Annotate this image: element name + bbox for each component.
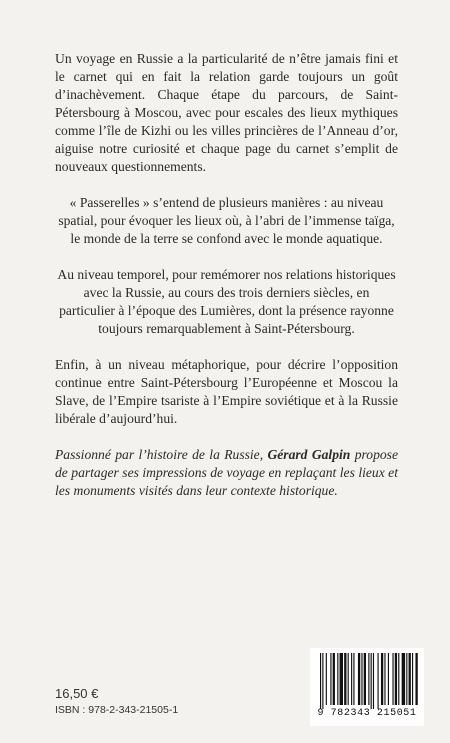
barcode-bar (368, 653, 369, 705)
barcode-bar (395, 653, 397, 705)
paragraph-temporal: Au niveau temporel, pour remémorer nos relations historiques avec la Russie, au cours des trois derniers siècles, en particulier à l’époque des Lumières, dont la présence rayonne toujours remarquablement à Saint-Pétersbourg. (57, 267, 396, 336)
paragraph-intro: Un voyage en Russie a la particularité de n’être jamais fini et le carnet qui en fait la relation garde toujours un goût d’inachèvement. Chaque étape du parcours, de Saint-Pétersbourg à Moscou, avec pour escales des lieux mythiques comme l’île de Kizhi ou les villes princières de l’Anneau d’or, aiguise notre curiosité et chaque page du carnet s’emplit de nouveaux questionnements. (55, 51, 398, 174)
description-text (55, 50, 398, 518)
barcode-bar (388, 653, 389, 705)
author-bio-rest: propose de partager ses impressions de voyage en replaçant les lieux et les monuments visités dans leur contexte historique. (55, 447, 398, 498)
barcode-bar (384, 653, 385, 705)
barcode-bar (361, 653, 362, 705)
price-isbn-block (55, 686, 178, 717)
barcode-bar (371, 653, 372, 709)
barcode-bar (415, 653, 417, 705)
barcode-bar (402, 653, 405, 705)
barcode-bar (378, 653, 379, 709)
isbn: ISBN : 978-2-343-21505-1 (55, 704, 179, 716)
barcode-bar (373, 653, 374, 709)
barcode-bar (326, 653, 327, 705)
barcode-bar (344, 653, 346, 705)
barcode-bar (398, 653, 399, 705)
author-bio-lead: Passionné par l’histoire de la Russie, (55, 447, 268, 462)
barcode-bar (409, 653, 411, 705)
barcode-bar (333, 653, 335, 705)
paragraph-passerelles: « Passerelles » s’entend de plusieurs manières : au niveau spatial, pour évoquer les lieux où, à l’abri de l’immense taïga, le monde de la terre se confond avec le monde aquatique. (58, 195, 395, 246)
barcode-bar (320, 653, 321, 709)
barcode-bar (351, 653, 352, 705)
paragraph-metaphoric: Enfin, à un niveau métaphorique, pour décrire l’opposition continue entre Saint-Pétersbourg l’Européenne et Moscou la Slave, de l’Empire tsariste à l’Empire soviétique et à la Russie libérale d’aujourd’hui. (55, 357, 398, 426)
price: 16,50 € (55, 686, 99, 701)
barcode-bar (353, 653, 354, 705)
barcode-bar (340, 653, 343, 705)
barcode (310, 648, 424, 726)
barcode-bar (364, 653, 366, 705)
barcode-bar (406, 653, 407, 705)
author-name: Gérard Galpin (267, 447, 351, 462)
barcode-digits: 9 782343 215051 (317, 708, 417, 719)
barcode-bar (337, 653, 338, 705)
barcode-bar (358, 653, 360, 705)
barcode-bar (330, 653, 331, 705)
barcode-bar (381, 653, 383, 705)
barcode-bar (392, 653, 393, 705)
barcode-bar (412, 653, 413, 705)
barcode-bar (322, 653, 323, 709)
author-bio (55, 446, 398, 500)
barcode-bars (316, 653, 418, 709)
barcode-bar (348, 653, 349, 705)
